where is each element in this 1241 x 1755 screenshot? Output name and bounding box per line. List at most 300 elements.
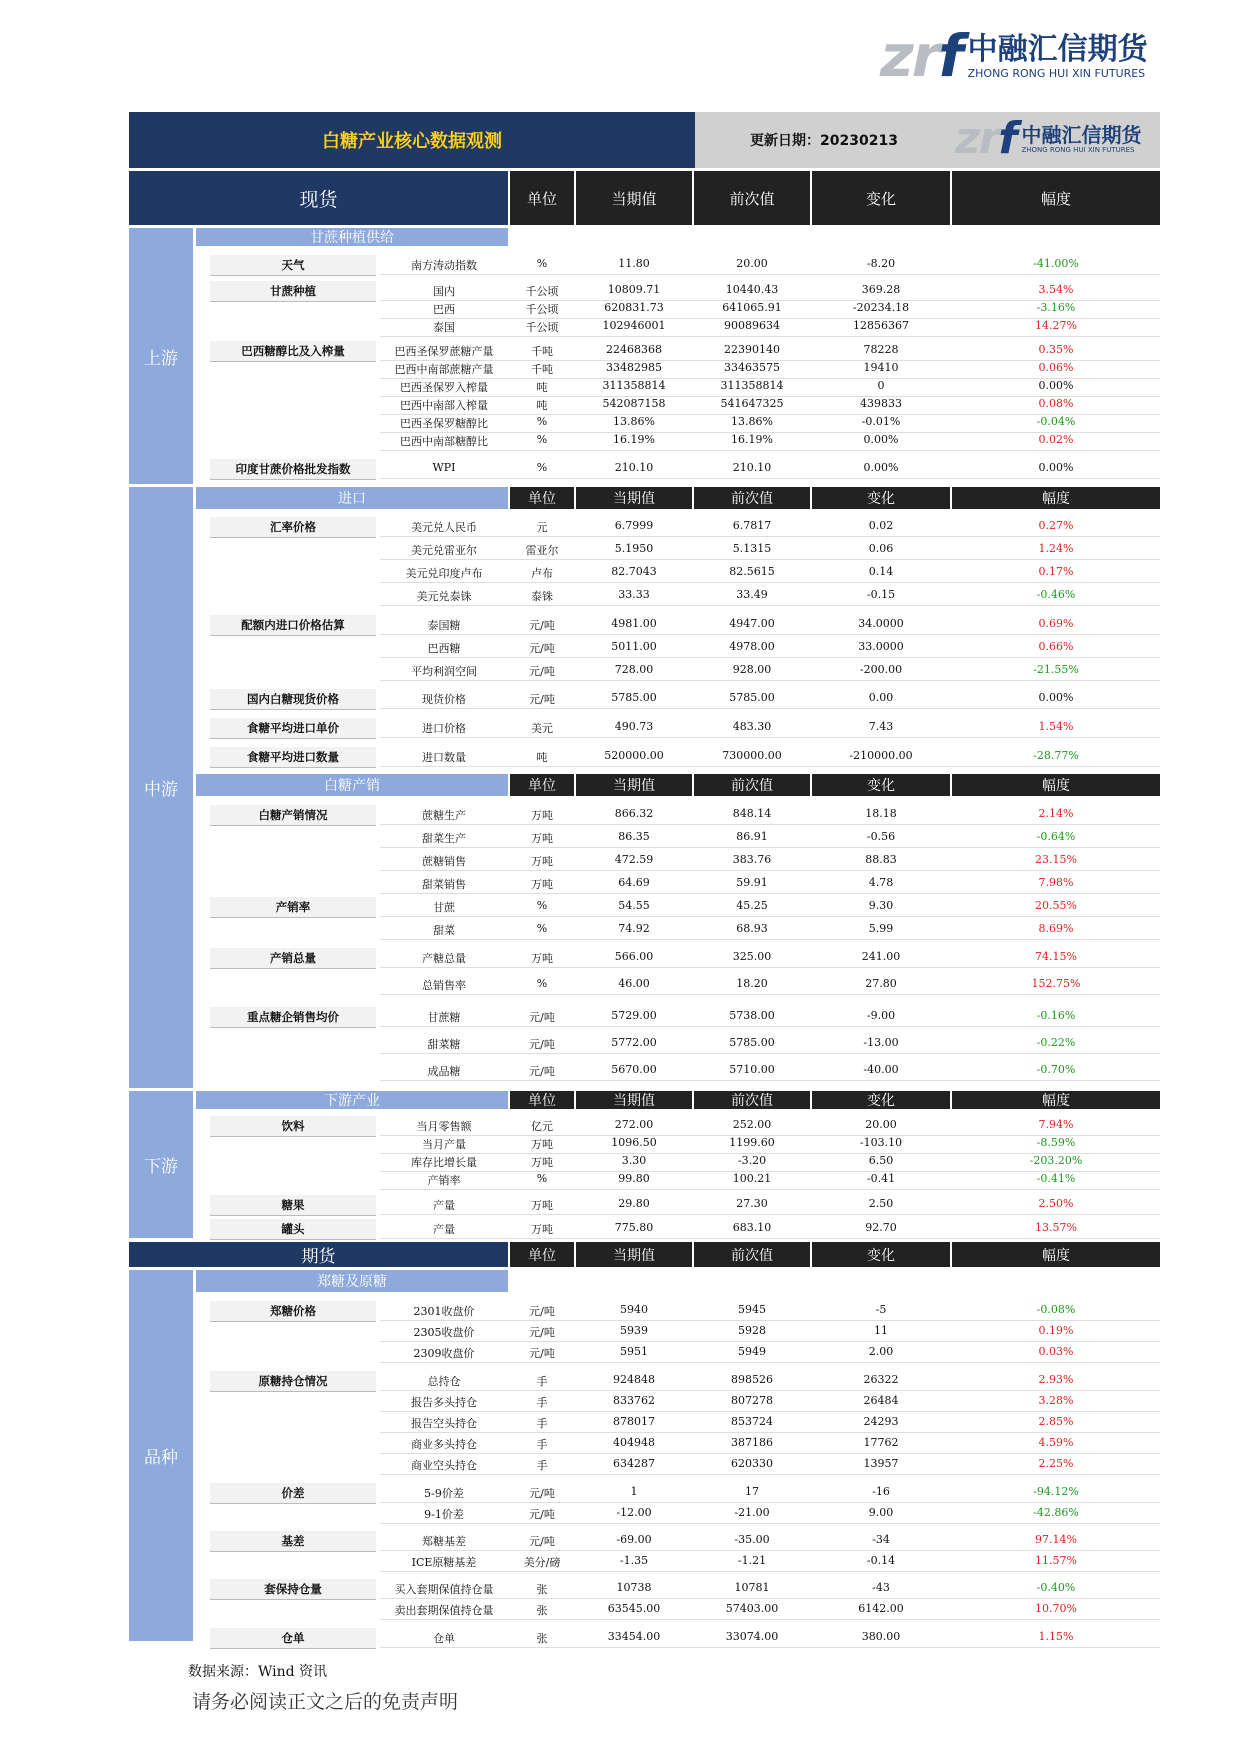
cell-cur: 775.80	[614, 1221, 654, 1234]
category-label: 郑糖价格	[210, 1301, 376, 1322]
cell-cur: 542087158	[602, 397, 666, 410]
cell-unit: 元/吨	[529, 693, 555, 706]
cell-chg: -0.56	[866, 830, 896, 843]
cell-cur: 5951	[620, 1345, 648, 1358]
cell-pct: 3.54%	[1038, 283, 1074, 296]
column-header-change: 变化	[812, 1091, 950, 1109]
column-header-change: 变化	[812, 487, 950, 509]
cell-unit: 元/吨	[529, 1326, 555, 1339]
row-item: 2309收盘价	[413, 1347, 475, 1360]
cell-unit: 卢布	[531, 567, 553, 580]
cell-prev: 5945	[738, 1303, 766, 1316]
cell-pct: 1.24%	[1038, 542, 1074, 555]
cell-unit: 元/吨	[529, 1011, 555, 1024]
cell-unit: 手	[536, 1375, 548, 1388]
cell-cur: 728.00	[614, 663, 654, 676]
cell-prev: 13.86%	[731, 415, 773, 428]
cell-unit: %	[536, 415, 548, 428]
cell-pct: 23.15%	[1035, 853, 1077, 866]
cell-prev: 5785.00	[729, 1036, 775, 1049]
section-cane: 甘蔗种植供给	[196, 228, 508, 246]
side-midstream: 中游	[129, 487, 193, 1088]
column-header-unit: 单位	[510, 1091, 574, 1109]
cell-pct: 20.55%	[1035, 899, 1077, 912]
cell-unit: 元/吨	[529, 665, 555, 678]
cell-unit: 元/吨	[529, 1065, 555, 1078]
cell-pct: -0.70%	[1036, 1063, 1076, 1076]
cell-cur: 102946001	[602, 319, 666, 332]
category-label: 食糖平均进口数量	[210, 747, 376, 768]
cell-pct: 0.00%	[1038, 691, 1074, 704]
cell-pct: -0.04%	[1036, 415, 1076, 428]
cell-prev: 898526	[731, 1373, 773, 1386]
cell-prev: -3.20	[737, 1154, 767, 1167]
cell-chg: 34.0000	[858, 617, 904, 630]
cell-cur: 82.7043	[611, 565, 657, 578]
cell-pct: 74.15%	[1035, 950, 1077, 963]
cell-prev: 928.00	[732, 663, 772, 676]
cell-pct: 10.70%	[1035, 1602, 1077, 1615]
cell-prev: 6.7817	[732, 519, 772, 532]
cell-cur: 86.35	[618, 830, 650, 843]
cell-unit: 千吨	[531, 345, 553, 358]
cell-chg: 26484	[863, 1394, 899, 1407]
cell-prev: 383.76	[732, 853, 772, 866]
cell-unit: 张	[536, 1632, 548, 1645]
cell-unit: 吨	[536, 751, 548, 764]
section-downstream: 下游产业	[196, 1091, 508, 1109]
row-item: 甘蔗	[433, 901, 455, 914]
category-label: 甘蔗种植	[210, 281, 376, 302]
cell-prev: 17	[745, 1485, 759, 1498]
cell-pct: -0.40%	[1036, 1581, 1076, 1594]
cell-pct: -42.86%	[1033, 1506, 1079, 1519]
cell-chg: 17762	[863, 1436, 899, 1449]
side-downstream: 下游	[129, 1091, 193, 1238]
cell-prev: 10440.43	[725, 283, 779, 296]
cell-prev: 16.19%	[731, 433, 773, 446]
cell-unit: 吨	[536, 399, 548, 412]
cell-cur: 311358814	[602, 379, 666, 392]
category-label: 价差	[210, 1483, 376, 1504]
cell-pct: 2.85%	[1038, 1415, 1074, 1428]
cell-chg: 0	[877, 379, 885, 392]
row-item: 产量	[433, 1223, 455, 1236]
cell-prev: 86.91	[736, 830, 768, 843]
cell-cur: 5772.00	[611, 1036, 657, 1049]
cell-chg: 12856367	[853, 319, 909, 332]
cell-cur: 1096.50	[611, 1136, 657, 1149]
column-header-current: 当期值	[576, 171, 692, 225]
cell-pct: 0.66%	[1038, 640, 1074, 653]
cell-cur: 620831.73	[604, 301, 664, 314]
cell-prev: 33463575	[724, 361, 780, 374]
spot-header: 现货	[129, 171, 508, 225]
cell-prev: 5949	[738, 1345, 766, 1358]
row-item: 巴西中南部入榨量	[400, 399, 488, 412]
cell-pct: 0.35%	[1038, 343, 1074, 356]
cell-chg: -103.10	[859, 1136, 903, 1149]
column-header-current: 当期值	[576, 774, 692, 796]
cell-pct: -94.12%	[1033, 1485, 1079, 1498]
cell-unit: 美分/磅	[523, 1556, 561, 1569]
category-label: 印度甘蔗价格批发指数	[210, 459, 376, 480]
cell-pct: 97.14%	[1035, 1533, 1077, 1546]
cell-chg: 88.83	[865, 853, 897, 866]
cell-pct: -0.16%	[1036, 1009, 1076, 1022]
cell-unit: 万吨	[531, 952, 553, 965]
cell-chg: -210000.00	[849, 749, 913, 762]
cell-unit: %	[536, 977, 548, 990]
row-item: 产糖总量	[422, 952, 466, 965]
cell-cur: 520000.00	[604, 749, 664, 762]
cell-pct: -0.46%	[1036, 588, 1076, 601]
cell-cur: -12.00	[616, 1506, 652, 1519]
cell-pct: 13.57%	[1035, 1221, 1077, 1234]
cell-cur: 833762	[613, 1394, 655, 1407]
cell-chg: -5	[875, 1303, 887, 1316]
cell-cur: 54.55	[618, 899, 650, 912]
cell-pct: 0.19%	[1038, 1324, 1074, 1337]
row-item: 仓单	[433, 1632, 455, 1645]
column-header-unit: 单位	[510, 487, 574, 509]
row-item: 当月零售额	[416, 1120, 472, 1133]
cell-cur: 924848	[613, 1373, 655, 1386]
section-import: 进口	[196, 487, 508, 509]
cell-prev: 853724	[731, 1415, 773, 1428]
category-label: 重点糖企销售均价	[210, 1007, 376, 1028]
logo-cn: 中融汇信期货	[967, 31, 1148, 67]
cell-pct: 0.06%	[1038, 361, 1074, 374]
cell-cur: 878017	[613, 1415, 655, 1428]
cell-pct: -3.16%	[1036, 301, 1076, 314]
row-item: 美元兑泰铢	[416, 590, 472, 603]
row-item: 甜菜糖	[427, 1038, 461, 1051]
row-item: 进口价格	[422, 722, 466, 735]
cell-prev: 5710.00	[729, 1063, 775, 1076]
cell-pct: 4.59%	[1038, 1436, 1074, 1449]
cell-pct: 0.03%	[1038, 1345, 1074, 1358]
cell-pct: 1.15%	[1038, 1630, 1074, 1643]
cell-prev: 311358814	[720, 379, 784, 392]
cell-cur: 10738	[616, 1581, 652, 1594]
column-header-pct: 幅度	[952, 1242, 1160, 1267]
cell-chg: 9.30	[868, 899, 894, 912]
cell-pct: 2.14%	[1038, 807, 1074, 820]
row-item: 进口数量	[422, 751, 466, 764]
category-label: 汇率价格	[210, 517, 376, 538]
cell-prev: 90089634	[724, 319, 780, 332]
cell-chg: 380.00	[861, 1630, 901, 1643]
row-item: 商业多头持仓	[411, 1438, 477, 1451]
futures-header: 期货	[129, 1242, 508, 1267]
cell-chg: 0.14	[868, 565, 894, 578]
cell-unit: 张	[536, 1583, 548, 1596]
column-header-change: 变化	[812, 1242, 950, 1267]
cell-pct: -203.20%	[1029, 1154, 1083, 1167]
cell-pct: 7.98%	[1038, 876, 1074, 889]
row-item: 总销售率	[422, 979, 466, 992]
cell-prev: 387186	[731, 1436, 773, 1449]
cell-pct: -0.41%	[1036, 1172, 1076, 1185]
cell-unit: 泰铢	[531, 590, 553, 603]
column-header-previous: 前次值	[694, 1242, 810, 1267]
cell-cur: 46.00	[618, 977, 650, 990]
category-label: 白糖产销情况	[210, 805, 376, 826]
cell-prev: 1199.60	[729, 1136, 775, 1149]
cell-unit: 千吨	[531, 363, 553, 376]
cell-cur: 5729.00	[611, 1009, 657, 1022]
cell-chg: -8.20	[866, 257, 896, 270]
cell-cur: 210.10	[614, 461, 654, 474]
cell-chg: 369.28	[861, 283, 901, 296]
row-item: 报告多头持仓	[411, 1396, 477, 1409]
category-label: 原糖持仓情况	[210, 1371, 376, 1392]
category-label: 国内白糖现货价格	[210, 689, 376, 710]
cell-chg: 78228	[863, 343, 899, 356]
cell-pct: 1.54%	[1038, 720, 1074, 733]
cell-pct: 0.02%	[1038, 433, 1074, 446]
cell-chg: -20234.18	[852, 301, 910, 314]
row-item: 当月产量	[422, 1138, 466, 1151]
cell-unit: 千公顷	[525, 285, 559, 298]
cell-unit: %	[536, 899, 548, 912]
cell-pct: -28.77%	[1033, 749, 1079, 762]
cell-unit: %	[536, 1172, 548, 1185]
row-item: 库存比增长量	[411, 1156, 477, 1169]
row-item: 巴西圣保罗蔗糖产量	[394, 345, 494, 358]
row-item: 卖出套期保值持仓量	[394, 1604, 494, 1617]
data-source: 数据来源：Wind 资讯	[188, 1664, 328, 1680]
cell-unit: 手	[536, 1417, 548, 1430]
cell-prev: 483.30	[732, 720, 772, 733]
cell-cur: 22468368	[606, 343, 662, 356]
cell-prev: 4947.00	[729, 617, 775, 630]
cell-prev: 5738.00	[729, 1009, 775, 1022]
category-label: 天气	[210, 255, 376, 276]
cell-pct: -0.08%	[1036, 1303, 1076, 1316]
cell-prev: 68.93	[736, 922, 768, 935]
row-item: 美元兑印度卢布	[405, 567, 483, 580]
cell-prev: 730000.00	[722, 749, 782, 762]
cell-cur: -69.00	[616, 1533, 652, 1546]
category-label: 罐头	[210, 1219, 376, 1240]
side-upstream: 上游	[129, 228, 193, 484]
cell-chg: 13957	[863, 1457, 899, 1470]
cell-cur: 490.73	[614, 720, 654, 733]
row-item: 平均利润空间	[411, 665, 477, 678]
cell-pct: 0.69%	[1038, 617, 1074, 630]
cell-unit: 千公顷	[525, 321, 559, 334]
cell-chg: 33.0000	[858, 640, 904, 653]
disclaimer: 请务必阅读正文之后的免责声明	[192, 1691, 459, 1713]
cell-chg: 11	[874, 1324, 888, 1337]
section-zhengtang: 郑糖及原糖	[196, 1270, 508, 1292]
category-label: 配额内进口价格估算	[210, 615, 376, 636]
cell-prev: 848.14	[732, 807, 772, 820]
cell-chg: -40.00	[863, 1063, 899, 1076]
cell-prev: 807278	[731, 1394, 773, 1407]
row-item: 总持仓	[427, 1375, 461, 1388]
cell-pct: 0.17%	[1038, 565, 1074, 578]
cell-prev: 82.5615	[729, 565, 775, 578]
cell-unit: 手	[536, 1396, 548, 1409]
cell-cur: 634287	[613, 1457, 655, 1470]
cell-pct: -21.55%	[1033, 663, 1079, 676]
cell-pct: 14.27%	[1035, 319, 1077, 332]
cell-unit: %	[536, 433, 548, 446]
cell-chg: -43	[872, 1581, 890, 1594]
row-item: 2301收盘价	[413, 1305, 475, 1318]
cell-unit: 元	[536, 521, 548, 534]
cell-prev: 59.91	[736, 876, 768, 889]
row-item: 甜菜销售	[422, 878, 466, 891]
cell-prev: -35.00	[734, 1533, 770, 1546]
category-label: 巴西糖醇比及入榨量	[210, 341, 376, 362]
cell-chg: 6142.00	[858, 1602, 904, 1615]
row-item: 美元兑人民币	[411, 521, 477, 534]
cell-cur: 866.32	[614, 807, 654, 820]
cell-unit: %	[536, 461, 548, 474]
column-header-previous: 前次值	[694, 1091, 810, 1109]
column-header-pct: 幅度	[952, 171, 1160, 225]
cell-prev: 325.00	[732, 950, 772, 963]
cell-cur: 272.00	[614, 1118, 654, 1131]
row-item: 9-1价差	[424, 1508, 464, 1521]
cell-prev: 27.30	[736, 1197, 768, 1210]
row-item: 2305收盘价	[413, 1326, 475, 1339]
logo-mark: zrf	[880, 22, 962, 90]
row-item: WPI	[432, 461, 456, 474]
cell-chg: 2.50	[868, 1197, 894, 1210]
cell-chg: 241.00	[861, 950, 901, 963]
cell-unit: 万吨	[531, 1223, 553, 1236]
cell-pct: 11.57%	[1035, 1554, 1077, 1567]
row-item: 巴西糖	[427, 642, 461, 655]
row-item: 郑糖基差	[422, 1535, 466, 1548]
column-header-unit: 单位	[510, 171, 574, 225]
cell-unit: 万吨	[531, 1199, 553, 1212]
cell-chg: 6.50	[868, 1154, 894, 1167]
cell-chg: 7.43	[868, 720, 894, 733]
cell-chg: 2.00	[868, 1345, 894, 1358]
cell-unit: 万吨	[531, 832, 553, 845]
row-item: 泰国糖	[427, 619, 461, 632]
cell-chg: 439833	[860, 397, 902, 410]
cell-chg: -0.41	[866, 1172, 896, 1185]
row-item: 报告空头持仓	[411, 1417, 477, 1430]
cell-pct: 0.00%	[1038, 379, 1074, 392]
cell-pct: -41.00%	[1033, 257, 1079, 270]
cell-chg: 24293	[863, 1415, 899, 1428]
cell-prev: -1.21	[737, 1554, 767, 1567]
row-item: 5-9价差	[424, 1487, 464, 1500]
column-header-pct: 幅度	[952, 774, 1160, 796]
cell-chg: -13.00	[863, 1036, 899, 1049]
cell-unit: 吨	[536, 381, 548, 394]
cell-cur: 64.69	[618, 876, 650, 889]
cell-cur: -1.35	[619, 1554, 649, 1567]
cell-cur: 5940	[620, 1303, 648, 1316]
column-header-current: 当期值	[576, 1242, 692, 1267]
section-prodsales: 白糖产销	[196, 774, 508, 796]
row-item: 南方涛动指数	[411, 259, 477, 272]
cell-prev: 5.1315	[732, 542, 772, 555]
cell-chg: 0.00	[868, 691, 894, 704]
cell-unit: 万吨	[531, 1156, 553, 1169]
page-title: 白糖产业核心数据观测	[129, 112, 695, 168]
logo-en: ZHONG RONG HUI XIN FUTURES	[967, 66, 1146, 80]
cell-unit: 手	[536, 1459, 548, 1472]
cell-unit: 元/吨	[529, 1305, 555, 1318]
row-item: 甘蔗糖	[427, 1011, 461, 1024]
row-item: 巴西中南部糖醇比	[400, 435, 488, 448]
cell-cur: 33.33	[618, 588, 650, 601]
cell-chg: 19410	[863, 361, 899, 374]
cell-prev: 641065.91	[722, 301, 782, 314]
company-logo	[880, 22, 1148, 90]
cell-unit: 元/吨	[529, 1508, 555, 1521]
cell-unit: 万吨	[531, 1138, 553, 1151]
category-label: 食糖平均进口单价	[210, 718, 376, 739]
cell-cur: 29.80	[618, 1197, 650, 1210]
column-header-previous: 前次值	[694, 774, 810, 796]
row-item: 甜菜生产	[422, 832, 466, 845]
cell-prev: 541647325	[720, 397, 784, 410]
cell-prev: 20.00	[736, 257, 768, 270]
cell-chg: 0.02	[868, 519, 894, 532]
cell-prev: 620330	[731, 1457, 773, 1470]
header-logo: zrf 中融汇信期货 ZHONG RONG HUI XIN FUTURES	[955, 113, 1142, 164]
cell-cur: 33482985	[606, 361, 662, 374]
cell-cur: 11.80	[618, 257, 650, 270]
cell-prev: 18.20	[736, 977, 768, 990]
column-header-pct: 幅度	[952, 487, 1160, 509]
category-label: 饮料	[210, 1116, 376, 1137]
cell-prev: 5785.00	[729, 691, 775, 704]
cell-cur: 5.1950	[614, 542, 654, 555]
cell-chg: 5.99	[868, 922, 894, 935]
cell-cur: 10809.71	[607, 283, 661, 296]
cell-chg: -9.00	[866, 1009, 896, 1022]
update-date: 更新日期：20230213	[695, 112, 953, 168]
category-label: 产销率	[210, 897, 376, 918]
cell-unit: 美元	[531, 722, 553, 735]
cell-chg: 0.00%	[863, 433, 899, 446]
cell-chg: 26322	[863, 1373, 899, 1386]
cell-cur: 472.59	[614, 853, 654, 866]
cell-prev: 10781	[734, 1581, 770, 1594]
cell-chg: 27.80	[865, 977, 897, 990]
cell-unit: 万吨	[531, 878, 553, 891]
row-item: 泰国	[433, 321, 455, 334]
cell-unit: 手	[536, 1438, 548, 1451]
cell-pct: 0.27%	[1038, 519, 1074, 532]
cell-unit: %	[536, 922, 548, 935]
cell-unit: 雷亚尔	[525, 544, 559, 557]
column-header-current: 当期值	[576, 487, 692, 509]
cell-cur: 6.7999	[614, 519, 654, 532]
cell-cur: 13.86%	[613, 415, 655, 428]
column-header-change: 变化	[812, 171, 950, 225]
side-variety: 品种	[129, 1270, 193, 1641]
column-header-pct: 幅度	[952, 1091, 1160, 1109]
row-item: 国内	[433, 285, 455, 298]
category-label: 糖果	[210, 1195, 376, 1216]
cell-prev: 45.25	[736, 899, 768, 912]
cell-prev: 252.00	[732, 1118, 772, 1131]
column-header-previous: 前次值	[694, 171, 810, 225]
